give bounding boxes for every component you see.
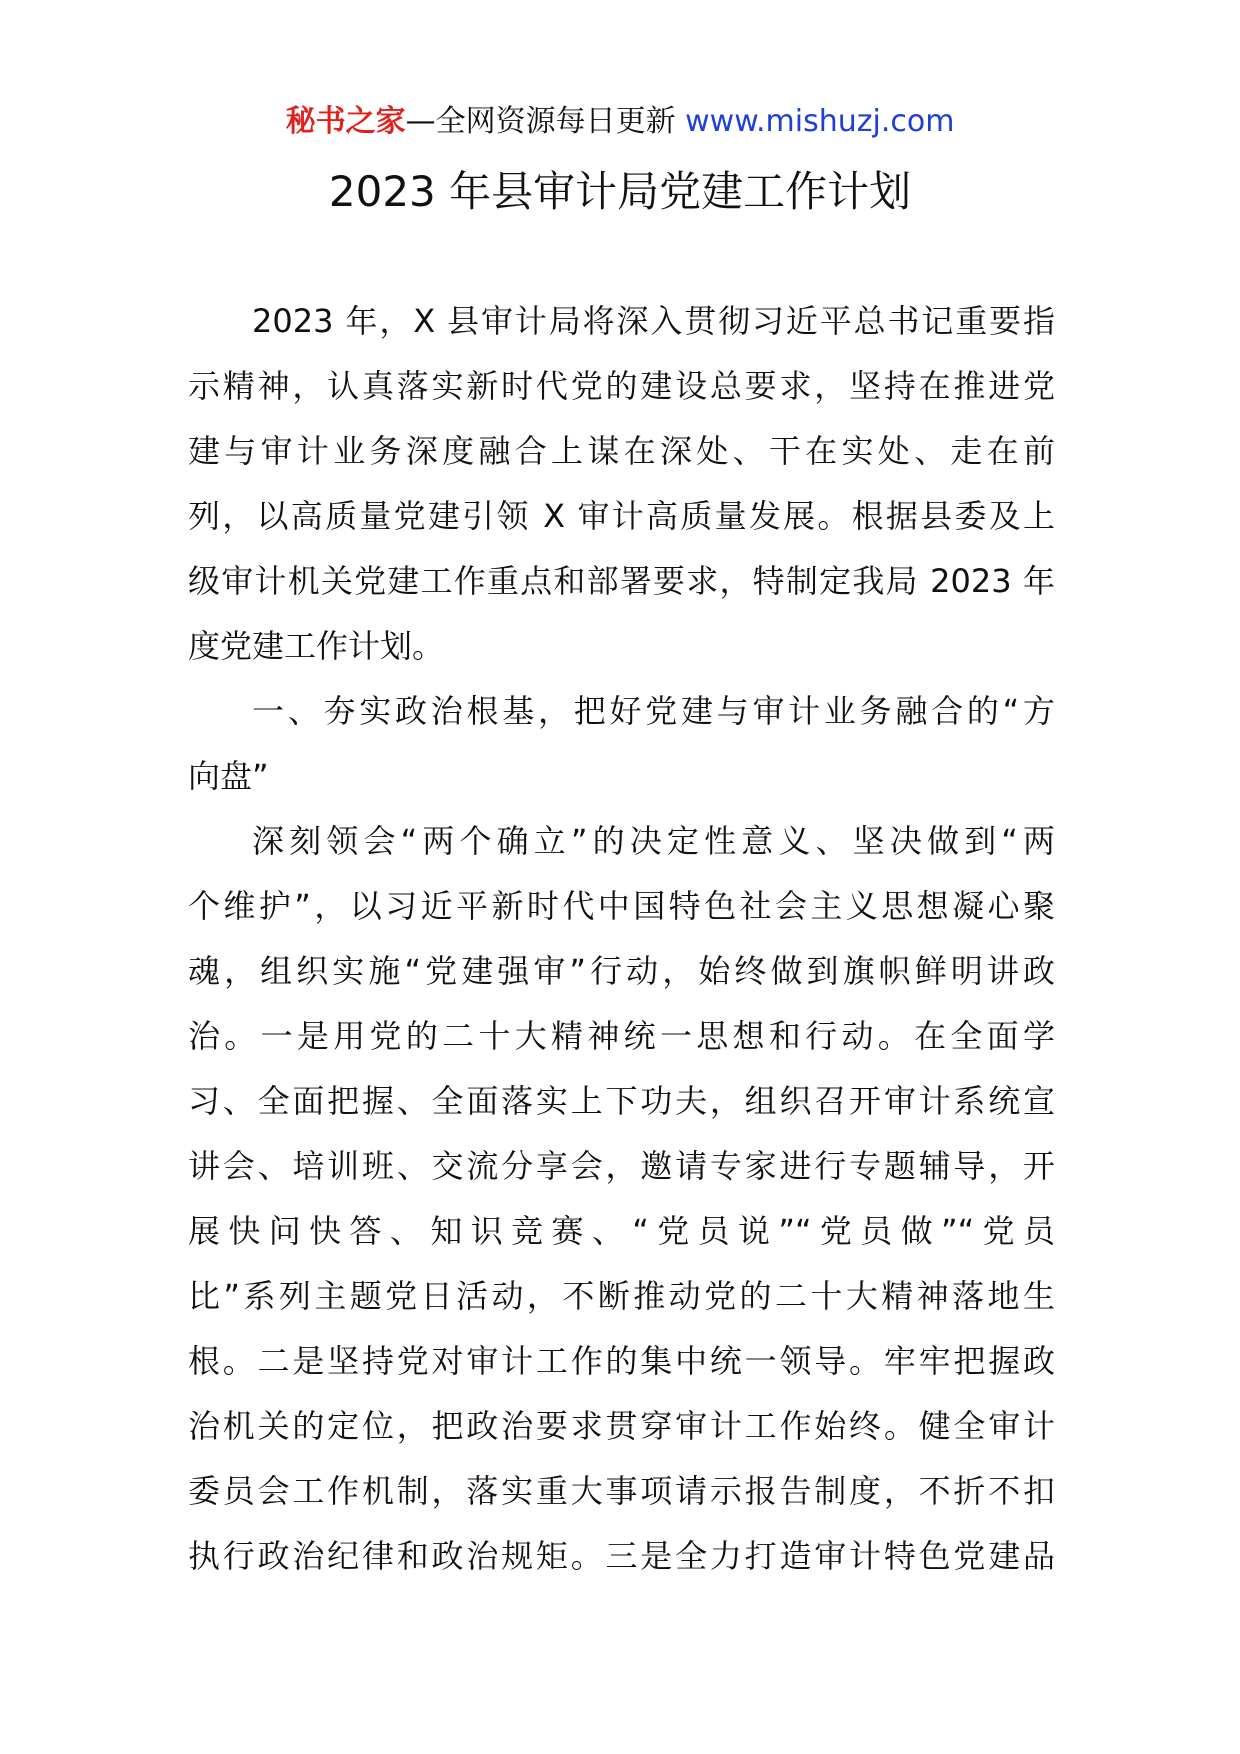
paragraph-line: 示精神，认真落实新时代党的建设总要求，坚持在推进党	[188, 367, 1055, 405]
paragraph-line: 执行政治纪律和政治规矩。三是全力打造审计特色党建品	[188, 1537, 1055, 1575]
brand-name: 秘书之家	[285, 104, 406, 139]
paragraph-line: 委员会工作机制，落实重大事项请示报告制度，不折不扣	[188, 1472, 1055, 1510]
paragraph-line: 魂，组织实施“党建强审”行动，始终做到旗帜鲜明讲政	[188, 952, 1055, 990]
website-link[interactable]: www.mishuzj.com	[685, 104, 955, 139]
banner-slogan: —全网资源每日更新	[405, 104, 686, 139]
header-banner	[0, 102, 1240, 142]
document-title: 2023 年县审计局党建工作计划	[328, 167, 912, 216]
paragraph-line: 级审计机关党建工作重点和部署要求，特制定我局 2023 年	[188, 562, 1055, 600]
paragraph-line: 个维护”，以习近平新时代中国特色社会主义思想凝心聚	[188, 887, 1055, 925]
paragraph-line: 度党建工作计划。	[188, 627, 445, 665]
section-heading-line: 向盘”	[188, 757, 269, 795]
paragraph-line: 比”系列主题党日活动，不断推动党的二十大精神落地生	[188, 1277, 1055, 1315]
section-heading-line: 一、夯实政治根基，把好党建与审计业务融合的“方	[252, 692, 1055, 730]
paragraph-line: 习、全面把握、全面落实上下功夫，组织召开审计系统宣	[188, 1082, 1055, 1120]
paragraph-line: 深刻领会“两个确立”的决定性意义、坚决做到“两	[252, 822, 1055, 860]
paragraph-line: 2023 年，X 县审计局将深入贯彻习近平总书记重要指	[252, 302, 1055, 340]
paragraph-line: 根。二是坚持党对审计工作的集中统一领导。牢牢把握政	[188, 1342, 1055, 1380]
paragraph-line: 建与审计业务深度融合上谋在深处、干在实处、走在前	[188, 432, 1055, 470]
paragraph-line: 治机关的定位，把政治要求贯穿审计工作始终。健全审计	[188, 1407, 1055, 1445]
paragraph-line: 列，以高质量党建引领 X 审计高质量发展。根据县委及上	[188, 497, 1055, 535]
document-body	[188, 289, 1055, 1589]
paragraph-line: 展快问快答、知识竞赛、“党员说”“党员做”“党员	[188, 1212, 1055, 1250]
paragraph-line: 治。一是用党的二十大精神统一思想和行动。在全面学	[188, 1017, 1055, 1055]
paragraph-line: 讲会、培训班、交流分享会，邀请专家进行专题辅导，开	[188, 1147, 1055, 1185]
